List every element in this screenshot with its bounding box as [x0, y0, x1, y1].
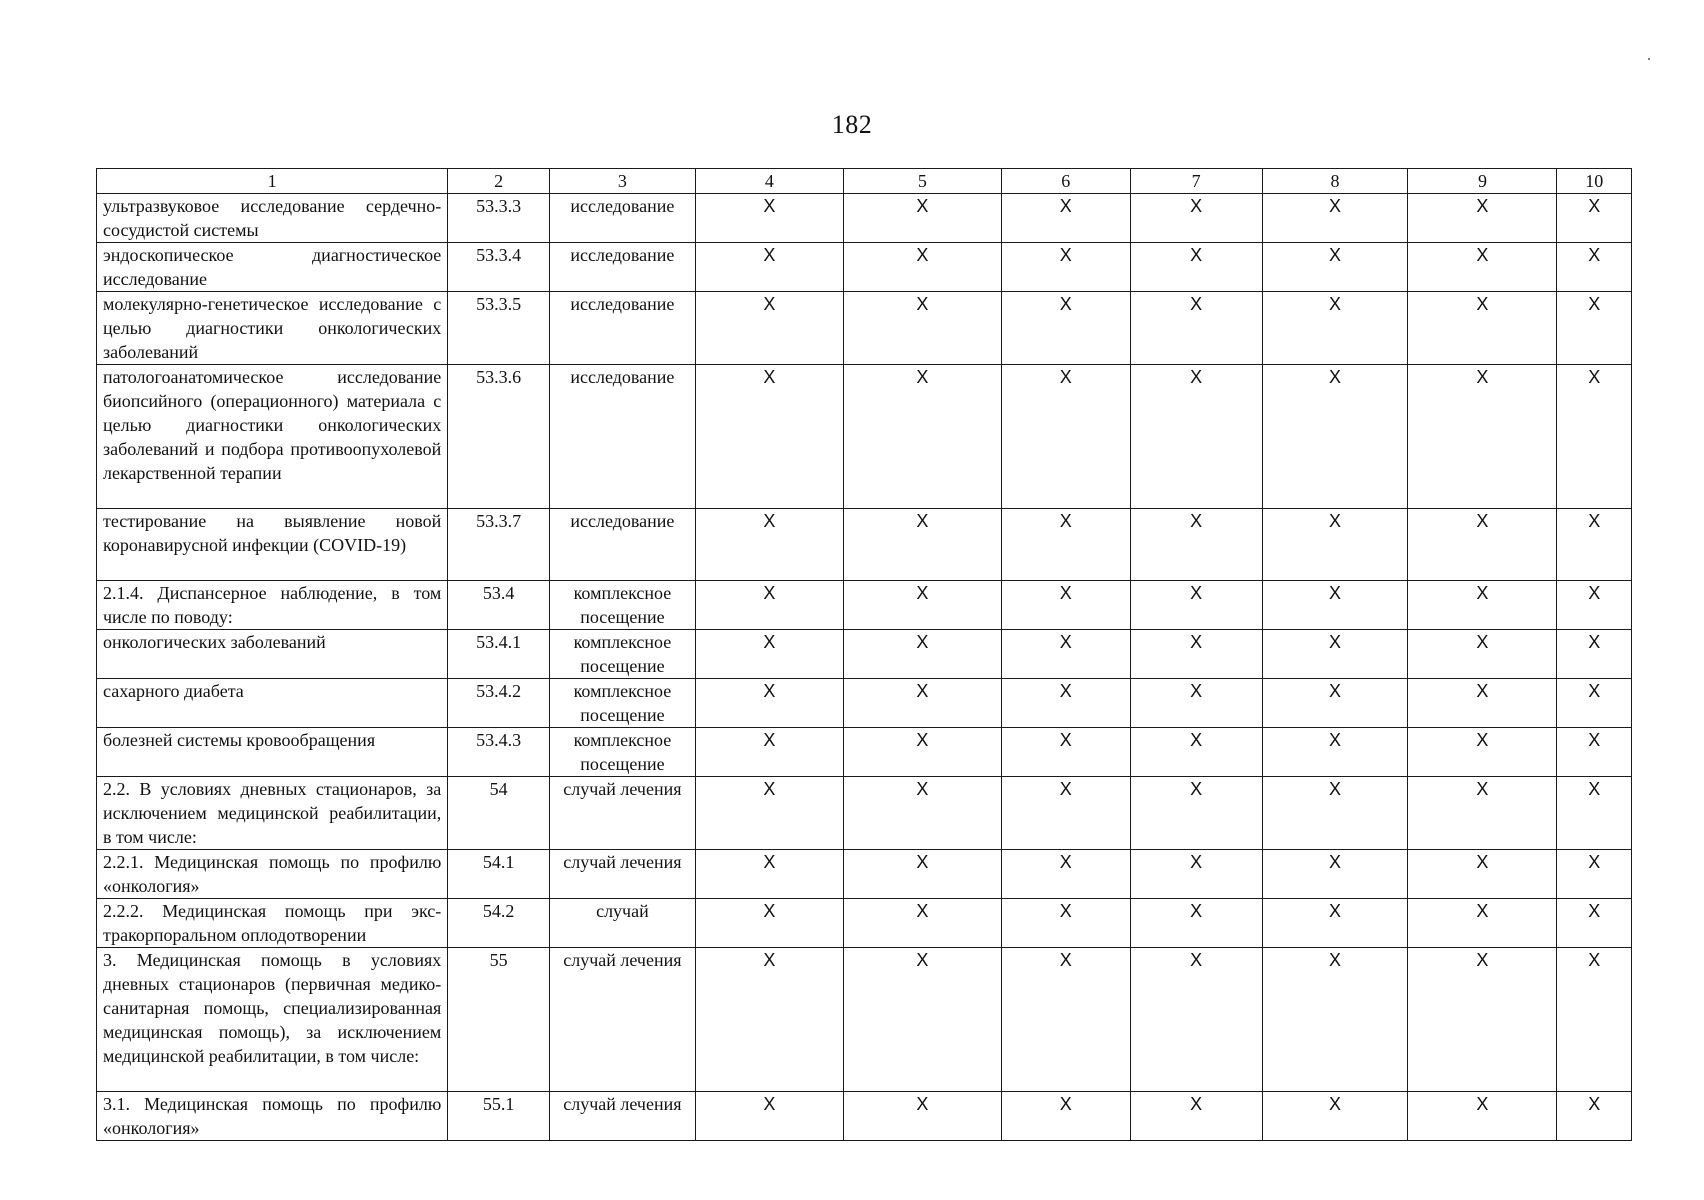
x-mark: X: [1059, 852, 1072, 872]
column-number: 8: [1262, 169, 1408, 194]
x-mark: X: [916, 367, 929, 387]
x-mark-cell: [1001, 1092, 1130, 1141]
x-mark-cell: [1130, 899, 1262, 948]
x-mark: X: [1059, 1094, 1072, 1114]
x-mark-cell: [1262, 948, 1408, 1092]
x-mark: X: [1190, 511, 1203, 531]
x-mark: X: [916, 901, 929, 921]
x-mark-cell: [1001, 194, 1130, 243]
column-number: 9: [1408, 169, 1557, 194]
x-mark-cell: [843, 194, 1001, 243]
x-mark: X: [1476, 901, 1489, 921]
x-mark-cell: [1408, 243, 1557, 292]
x-mark: X: [763, 681, 776, 701]
x-mark-cell: [1262, 1092, 1408, 1141]
x-mark-cell: [1408, 365, 1557, 509]
x-mark: X: [916, 245, 929, 265]
x-mark: X: [1190, 730, 1203, 750]
x-mark: X: [1588, 583, 1601, 603]
x-mark-cell: [1262, 509, 1408, 581]
x-mark-cell: [1408, 850, 1557, 899]
x-mark-cell: [695, 899, 843, 948]
x-mark: X: [1328, 294, 1341, 314]
x-mark-cell: [843, 948, 1001, 1092]
x-mark-cell: [1001, 899, 1130, 948]
x-mark-cell: [1130, 365, 1262, 509]
x-mark: X: [763, 367, 776, 387]
column-number: 6: [1001, 169, 1130, 194]
x-mark: X: [1059, 511, 1072, 531]
row-name: онкологических заболеваний: [97, 630, 448, 679]
row-name: 2.2. В условиях дневных стационаров, за исключением медицинской реабилитации, в том числе:: [97, 777, 448, 850]
x-mark: X: [1476, 681, 1489, 701]
x-mark: X: [1588, 367, 1601, 387]
x-mark: X: [916, 852, 929, 872]
x-mark-cell: [843, 365, 1001, 509]
x-mark: X: [1328, 901, 1341, 921]
row-code: 53.4: [448, 581, 550, 630]
table-row: [97, 630, 1632, 679]
x-mark: X: [763, 294, 776, 314]
x-mark-cell: [1130, 243, 1262, 292]
row-code: 54.2: [448, 899, 550, 948]
x-mark: X: [1588, 681, 1601, 701]
table-row: [97, 899, 1632, 948]
x-mark-cell: [1408, 728, 1557, 777]
column-number: 10: [1557, 169, 1632, 194]
row-name: патологоанатомическое исследование биопсийного (операционного) материала с целью диагностики онкологических заболеваний и подбора противоопухолевой лекарственной терапии: [97, 365, 448, 509]
x-mark-cell: [1130, 194, 1262, 243]
x-mark: X: [1190, 583, 1203, 603]
x-mark: X: [1588, 294, 1601, 314]
x-mark-cell: [1001, 948, 1130, 1092]
table-row: [97, 728, 1632, 777]
row-code: 53.3.4: [448, 243, 550, 292]
x-mark-cell: [1557, 292, 1632, 365]
x-mark: X: [1588, 196, 1601, 216]
column-number: 3: [549, 169, 695, 194]
x-mark-cell: [695, 679, 843, 728]
x-mark-cell: [1408, 630, 1557, 679]
x-mark-cell: [1408, 581, 1557, 630]
x-mark-cell: [695, 581, 843, 630]
row-unit: комплексное посещение: [549, 728, 695, 777]
x-mark-cell: [1130, 948, 1262, 1092]
x-mark: X: [1588, 852, 1601, 872]
row-name: 2.2.1. Медицинская помощь по профилю «онкология»: [97, 850, 448, 899]
x-mark-cell: [843, 899, 1001, 948]
row-unit: комплексное посещение: [549, 581, 695, 630]
x-mark: X: [1059, 583, 1072, 603]
x-mark-cell: [843, 728, 1001, 777]
x-mark-cell: [1557, 509, 1632, 581]
x-mark-cell: [1001, 292, 1130, 365]
x-mark: X: [1328, 632, 1341, 652]
x-mark: X: [1588, 901, 1601, 921]
x-mark-cell: [1262, 850, 1408, 899]
x-mark: X: [1190, 294, 1203, 314]
x-mark: X: [1476, 779, 1489, 799]
x-mark-cell: [843, 630, 1001, 679]
x-mark-cell: [1001, 581, 1130, 630]
x-mark: X: [1588, 779, 1601, 799]
x-mark-cell: [1262, 581, 1408, 630]
x-mark: X: [1190, 245, 1203, 265]
x-mark: X: [1328, 681, 1341, 701]
row-name: 3.1. Медицинская помощь по профилю «онкология»: [97, 1092, 448, 1141]
row-code: 53.3.6: [448, 365, 550, 509]
x-mark: X: [1328, 779, 1341, 799]
x-mark: X: [1059, 632, 1072, 652]
x-mark-cell: [843, 509, 1001, 581]
x-mark-cell: [1130, 777, 1262, 850]
x-mark: X: [916, 730, 929, 750]
row-name: эндоскопическое диагностическое исследование: [97, 243, 448, 292]
x-mark: X: [916, 196, 929, 216]
x-mark: X: [1190, 950, 1203, 970]
x-mark: X: [916, 950, 929, 970]
x-mark: X: [916, 583, 929, 603]
x-mark: X: [1190, 779, 1203, 799]
x-mark: X: [1190, 681, 1203, 701]
x-mark: X: [1059, 367, 1072, 387]
row-code: 55.1: [448, 1092, 550, 1141]
x-mark-cell: [1557, 243, 1632, 292]
x-mark: X: [763, 901, 776, 921]
x-mark-cell: [1557, 777, 1632, 850]
x-mark-cell: [1557, 948, 1632, 1092]
x-mark-cell: [1130, 292, 1262, 365]
row-name: 3. Медицинская помощь в условиях дневных стационаров (первичная медико-санитарная помощь, специализированная медицинская помощь), за исключением медицинской реабилитации, в том числе:: [97, 948, 448, 1092]
row-code: 55: [448, 948, 550, 1092]
table-row: [97, 777, 1632, 850]
x-mark-cell: [1001, 728, 1130, 777]
row-unit: исследование: [549, 194, 695, 243]
x-mark: X: [1476, 632, 1489, 652]
column-number: 5: [843, 169, 1001, 194]
x-mark-cell: [1262, 292, 1408, 365]
x-mark-cell: [843, 850, 1001, 899]
table-row: [97, 679, 1632, 728]
x-mark: X: [916, 511, 929, 531]
x-mark: X: [1328, 245, 1341, 265]
x-mark-cell: [1557, 1092, 1632, 1141]
x-mark-cell: [1557, 850, 1632, 899]
row-code: 53.3.5: [448, 292, 550, 365]
x-mark: X: [1476, 950, 1489, 970]
x-mark: X: [1059, 294, 1072, 314]
x-mark-cell: [1130, 630, 1262, 679]
page-number: 182: [831, 110, 873, 139]
x-mark-cell: [1130, 581, 1262, 630]
x-mark: X: [1059, 779, 1072, 799]
x-mark: X: [1059, 245, 1072, 265]
x-mark: X: [1328, 950, 1341, 970]
x-mark-cell: [1408, 777, 1557, 850]
row-unit: исследование: [549, 509, 695, 581]
x-mark-cell: [695, 948, 843, 1092]
x-mark-cell: [1408, 194, 1557, 243]
table-row: [97, 850, 1632, 899]
x-mark: X: [1588, 511, 1601, 531]
x-mark: X: [763, 511, 776, 531]
x-mark-cell: [1001, 243, 1130, 292]
x-mark: X: [763, 583, 776, 603]
data-table: [96, 168, 1632, 1141]
x-mark: X: [1328, 367, 1341, 387]
x-mark: X: [763, 950, 776, 970]
x-mark: X: [1059, 196, 1072, 216]
table-row: [97, 365, 1632, 509]
row-unit: случай лечения: [549, 777, 695, 850]
column-number: 2: [448, 169, 550, 194]
x-mark: X: [916, 1094, 929, 1114]
x-mark-cell: [1408, 1092, 1557, 1141]
row-code: 53.4.1: [448, 630, 550, 679]
x-mark-cell: [695, 365, 843, 509]
row-unit: исследование: [549, 292, 695, 365]
x-mark: X: [1190, 1094, 1203, 1114]
x-mark-cell: [1262, 365, 1408, 509]
x-mark: X: [1190, 367, 1203, 387]
x-mark: X: [1328, 852, 1341, 872]
row-unit: комплексное посещение: [549, 630, 695, 679]
x-mark: X: [1476, 294, 1489, 314]
x-mark-cell: [1130, 509, 1262, 581]
x-mark-cell: [1001, 509, 1130, 581]
x-mark: X: [1190, 632, 1203, 652]
x-mark: X: [1476, 583, 1489, 603]
x-mark: X: [916, 681, 929, 701]
column-number: 1: [97, 169, 448, 194]
column-number-row: [97, 169, 1632, 194]
x-mark-cell: [1001, 630, 1130, 679]
x-mark: X: [1476, 196, 1489, 216]
x-mark: X: [1328, 583, 1341, 603]
x-mark-cell: [1001, 679, 1130, 728]
x-mark: X: [1476, 730, 1489, 750]
table-row: [97, 509, 1632, 581]
x-mark-cell: [843, 243, 1001, 292]
x-mark-cell: [1001, 850, 1130, 899]
row-code: 53.4.3: [448, 728, 550, 777]
x-mark-cell: [1130, 679, 1262, 728]
x-mark-cell: [695, 509, 843, 581]
row-unit: комплексное посещение: [549, 679, 695, 728]
x-mark-cell: [1262, 728, 1408, 777]
row-code: 54.1: [448, 850, 550, 899]
scan-speck: [1648, 58, 1650, 60]
x-mark-cell: [843, 777, 1001, 850]
x-mark: X: [1476, 852, 1489, 872]
x-mark: X: [1059, 901, 1072, 921]
x-mark-cell: [1557, 581, 1632, 630]
table-body: [97, 169, 1632, 1141]
x-mark-cell: [843, 679, 1001, 728]
x-mark: X: [1588, 730, 1601, 750]
row-code: 53.3.3: [448, 194, 550, 243]
x-mark-cell: [843, 1092, 1001, 1141]
x-mark: X: [916, 294, 929, 314]
row-code: 53.3.7: [448, 509, 550, 581]
x-mark-cell: [1130, 1092, 1262, 1141]
x-mark-cell: [1557, 679, 1632, 728]
x-mark-cell: [843, 581, 1001, 630]
x-mark-cell: [1262, 679, 1408, 728]
row-unit: случай лечения: [549, 1092, 695, 1141]
x-mark: X: [763, 852, 776, 872]
x-mark-cell: [1557, 194, 1632, 243]
x-mark: X: [1059, 730, 1072, 750]
x-mark: X: [916, 779, 929, 799]
x-mark: X: [763, 245, 776, 265]
row-code: 54: [448, 777, 550, 850]
x-mark: X: [1588, 1094, 1601, 1114]
x-mark-cell: [1408, 899, 1557, 948]
x-mark-cell: [1408, 679, 1557, 728]
x-mark: X: [1328, 196, 1341, 216]
x-mark-cell: [1262, 243, 1408, 292]
x-mark: X: [1328, 1094, 1341, 1114]
x-mark-cell: [1408, 292, 1557, 365]
x-mark-cell: [1001, 365, 1130, 509]
column-number: 7: [1130, 169, 1262, 194]
x-mark: X: [763, 730, 776, 750]
table-row: [97, 948, 1632, 1092]
x-mark-cell: [1557, 899, 1632, 948]
x-mark-cell: [1262, 630, 1408, 679]
table-row: [97, 292, 1632, 365]
column-number: 4: [695, 169, 843, 194]
x-mark-cell: [695, 194, 843, 243]
x-mark-cell: [1408, 509, 1557, 581]
x-mark: X: [1476, 511, 1489, 531]
row-name: молекулярно-генетическое исследование с целью диагностики онкологических заболеваний: [97, 292, 448, 365]
table-row: [97, 581, 1632, 630]
x-mark: X: [1476, 245, 1489, 265]
table-row: [97, 243, 1632, 292]
x-mark: X: [1328, 511, 1341, 531]
row-name: 2.2.2. Медицинская помощь при экстракорпоральном оплодотворении: [97, 899, 448, 948]
x-mark-cell: [1262, 899, 1408, 948]
table-row: [97, 1092, 1632, 1141]
row-code: 53.4.2: [448, 679, 550, 728]
x-mark-cell: [695, 292, 843, 365]
x-mark-cell: [695, 630, 843, 679]
x-mark-cell: [695, 728, 843, 777]
row-name: сахарного диабета: [97, 679, 448, 728]
x-mark: X: [916, 632, 929, 652]
row-name: 2.1.4. Диспансерное наблюдение, в том числе по поводу:: [97, 581, 448, 630]
x-mark-cell: [1001, 777, 1130, 850]
x-mark: X: [1190, 901, 1203, 921]
x-mark: X: [1328, 730, 1341, 750]
x-mark-cell: [1557, 630, 1632, 679]
row-unit: исследование: [549, 365, 695, 509]
x-mark: X: [1588, 950, 1601, 970]
table-row: [97, 194, 1632, 243]
x-mark: X: [1059, 681, 1072, 701]
x-mark-cell: [695, 243, 843, 292]
x-mark-cell: [1262, 194, 1408, 243]
row-name: ультразвуковое исследование сердечно-сосудистой системы: [97, 194, 448, 243]
row-unit: случай лечения: [549, 948, 695, 1092]
x-mark: X: [763, 632, 776, 652]
x-mark: X: [1588, 632, 1601, 652]
x-mark: X: [763, 1094, 776, 1114]
x-mark: X: [1476, 1094, 1489, 1114]
x-mark: X: [1190, 196, 1203, 216]
row-name: болезней системы кровообращения: [97, 728, 448, 777]
x-mark: X: [1059, 950, 1072, 970]
x-mark: X: [1190, 852, 1203, 872]
x-mark-cell: [843, 292, 1001, 365]
x-mark-cell: [1130, 728, 1262, 777]
x-mark-cell: [1557, 728, 1632, 777]
x-mark: X: [763, 196, 776, 216]
x-mark: X: [1476, 367, 1489, 387]
x-mark-cell: [1262, 777, 1408, 850]
x-mark-cell: [1130, 850, 1262, 899]
x-mark-cell: [695, 850, 843, 899]
x-mark-cell: [695, 777, 843, 850]
x-mark-cell: [1408, 948, 1557, 1092]
x-mark-cell: [1557, 365, 1632, 509]
row-unit: случай: [549, 899, 695, 948]
row-unit: случай лечения: [549, 850, 695, 899]
x-mark: X: [763, 779, 776, 799]
x-mark: X: [1588, 245, 1601, 265]
row-unit: исследование: [549, 243, 695, 292]
row-name: тестирование на выявление новой коронавирусной инфекции (COVID-19): [97, 509, 448, 581]
x-mark-cell: [695, 1092, 843, 1141]
